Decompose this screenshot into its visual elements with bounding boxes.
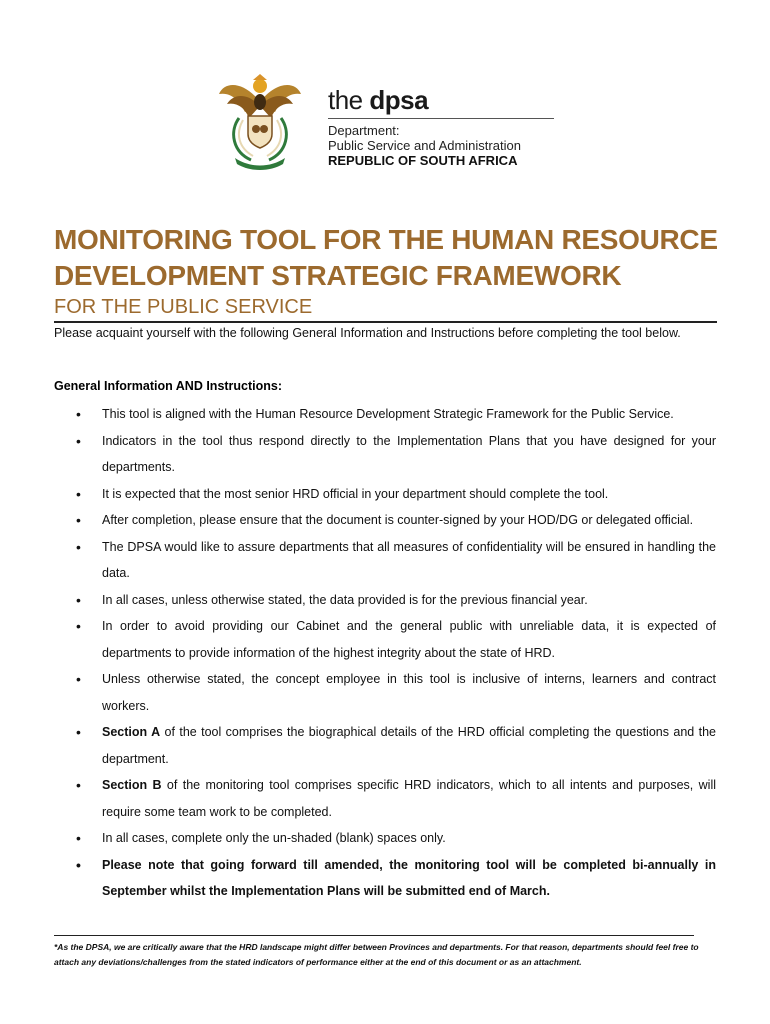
brand-wordmark (328, 86, 428, 114)
list-item: • The DPSA would like to assure departments that all measures of confidentiality will be ensured in handling the data. (54, 534, 716, 587)
list-item: • This tool is aligned with the Human Resource Development Strategic Framework for the Public Service. (54, 401, 716, 428)
bullet-icon: • (76, 856, 81, 873)
bullet-icon: • (76, 432, 81, 449)
bullet-icon: • (76, 485, 81, 502)
brand-divider (328, 118, 554, 119)
list-item: • After completion, please ensure that the document is counter-signed by your HOD/DG or delegated official. (54, 507, 716, 534)
list-item: • Section B of the monitoring tool comprises specific HRD indicators, which to all intents and purposes, will require some team work to be completed. (54, 772, 716, 825)
list-item: • Unless otherwise stated, the concept employee in this tool is inclusive of interns, learners and contract workers. (54, 666, 716, 719)
list-item: • It is expected that the most senior HRD official in your department should complete the tool. (54, 481, 716, 508)
brand-name: dpsa (369, 85, 429, 115)
bullet-icon: • (76, 591, 81, 608)
general-info-heading: General Information AND Instructions: (54, 379, 283, 393)
bullet-icon: • (76, 538, 81, 555)
bullet-icon: • (76, 406, 81, 422)
document-subtitle: FOR THE PUBLIC SERVICE (54, 296, 313, 318)
instruction-list (54, 401, 716, 905)
bullet-icon: • (76, 512, 81, 528)
coat-of-arms-icon (215, 72, 305, 172)
dept-line-1: Department: (328, 123, 400, 138)
list-item: • In all cases, complete only the un-shaded (blank) spaces only. (54, 825, 716, 852)
bullet-icon: • (76, 671, 81, 687)
title-line-1: MONITORING TOOL FOR THE HUMAN RESOURCE (54, 224, 718, 255)
footnote: *As the DPSA, we are critically aware that the HRD landscape might differ between Provinces and departments. For that reason, departments should feel free to attach any deviations/challenges from the stated indicators of performance either at the end of this document or as an attachment. (54, 942, 699, 967)
bullet-icon: • (76, 618, 81, 634)
title-divider (54, 321, 717, 323)
brand-prefix: the (328, 85, 363, 115)
list-item: • Section A of the tool comprises the biographical details of the HRD official completing the questions and the department. (54, 719, 716, 772)
intro-text: Please acquaint yourself with the following General Information and Instructions before completing the tool below. (54, 326, 681, 340)
footnote-divider (54, 935, 694, 936)
document-title (54, 222, 724, 294)
bullet-icon: • (76, 724, 81, 740)
dept-line-3: REPUBLIC OF SOUTH AFRICA (328, 153, 518, 168)
list-item: • In order to avoid providing our Cabinet and the general public with unreliable data, it is expected of departments to provide information of the highest integrity about the state of HRD. (54, 613, 716, 666)
department-block (328, 123, 521, 168)
dept-line-2: Public Service and Administration (328, 138, 521, 153)
bullet-icon: • (76, 830, 81, 846)
letterhead (215, 72, 565, 172)
title-line-2: DEVELOPMENT STRATEGIC FRAMEWORK (54, 260, 622, 291)
list-item: • Indicators in the tool thus respond directly to the Implementation Plans that you have designed for your departments. (54, 428, 716, 481)
bullet-icon: • (76, 777, 81, 793)
list-item: • In all cases, unless otherwise stated, the data provided is for the previous financial year. (54, 587, 716, 614)
list-item: • Please note that going forward till amended, the monitoring tool will be completed bi-annually in September whilst the Implementation Plans will be submitted end of March. (54, 852, 716, 905)
